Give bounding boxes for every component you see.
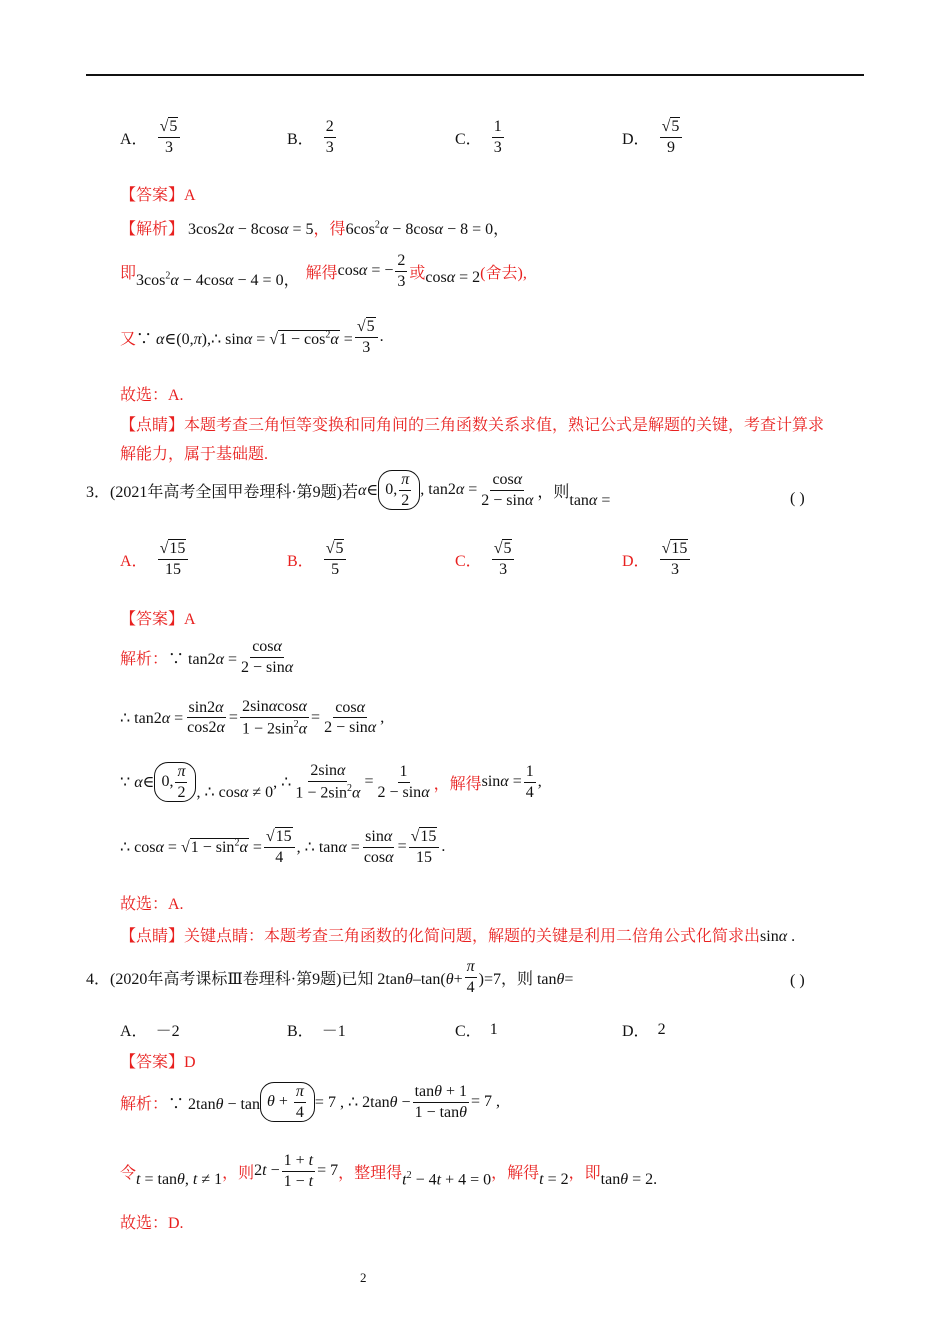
q3-l2-comma: ,	[380, 708, 385, 726]
q3-stem-then: ，则	[537, 483, 570, 501]
option-label: D．	[622, 130, 650, 148]
q3-l4-frac1: $\frac{√15}{4}$	[264, 828, 295, 866]
q2-answer	[120, 182, 196, 205]
q3-l4-dot: .	[441, 838, 446, 856]
q4-stem-prefix: 4．(2020年高考课标Ⅲ卷理科·第9题)已知 2tanθ–tan(θ+	[86, 970, 463, 988]
comment-tag: 【点睛】	[120, 417, 185, 434]
q4-l2-ze: ，则	[222, 1164, 255, 1182]
option-fraction: $\frac{√15}{15}$	[158, 540, 189, 578]
q3-analysis-line-3	[120, 762, 542, 802]
q4-l2-t: t = tanθ, t ≠ 1	[136, 1171, 223, 1189]
q2-option-c	[455, 118, 506, 156]
q3-l1-text: 解析：∵ tan2α =	[120, 650, 238, 668]
q3-l2-eq: =	[228, 708, 238, 726]
comment-tag: 【点睛】	[120, 928, 185, 945]
answer-tag: 【答案】	[120, 1054, 185, 1071]
q2-l2-eq: $3\cos^2\alpha - 4\cos\alpha - 4 = 0$，	[136, 270, 300, 289]
option-fraction: $\frac{1}{3}$	[493, 118, 502, 156]
q3-stem-interval: 0, $\frac{\pi}{2}$	[378, 470, 420, 510]
option-label: B．	[287, 1023, 314, 1040]
q2-choose: 故选：A.	[120, 387, 184, 404]
answer-tag: 【答案】	[120, 611, 185, 628]
option-label: B．	[287, 552, 314, 570]
option-fraction: $\frac{√5}{3}$	[158, 118, 181, 156]
comment-sin: sinα .	[760, 928, 796, 945]
option-content: 1	[489, 1020, 498, 1038]
q3-l3-sin: sinα =	[481, 773, 522, 791]
q4-stem	[86, 958, 573, 996]
q4-analysis-line-1	[120, 1082, 500, 1122]
q3-l3-frac2: $\frac{1}{2 - \sin\alpha}$	[377, 763, 430, 801]
q3-l2-frac1: $\frac{\sin 2\alpha}{\cos 2\alpha}$	[187, 698, 225, 737]
answer-value: A	[184, 611, 196, 628]
q3-l2-eq2: =	[311, 708, 321, 726]
answer-tag: 【答案】	[120, 187, 185, 204]
q4-l1-text: 解析：∵ 2tanθ − tan	[120, 1095, 261, 1113]
q4-l2-eq: = 7	[317, 1162, 339, 1180]
q2-comment-2: 解能力，属于基础题.	[120, 446, 269, 463]
q3-option-d	[622, 540, 692, 578]
q2-l2-cos: cosα = −	[337, 262, 394, 280]
q2-l3-frac: $\frac{√5}{3}$	[355, 318, 378, 356]
q2-l2-solve: 解得	[305, 264, 338, 282]
q3-l4-frac2: $\frac{\sin\alpha}{\cos\alpha}$	[363, 828, 394, 866]
q4-l2-tan: tanθ = 2.	[600, 1171, 658, 1189]
q4-l1-paren: θ + $\frac{\pi}{4}$	[260, 1082, 315, 1122]
q3-option-c	[455, 540, 516, 578]
q3-stem-tan: , tan2α =	[420, 481, 478, 499]
option-label: D．	[622, 1023, 650, 1040]
option-content: －1	[321, 1023, 346, 1040]
option-label: C．	[455, 1023, 482, 1040]
q4-l1-frac: $\frac{\tan\theta + 1}{1 - \tan\theta}$	[414, 1083, 467, 1121]
option-content: 2	[657, 1020, 666, 1038]
q4-option-a	[120, 1018, 180, 1041]
q4-l2-frac: $\frac{1 + t}{1 - t}$	[283, 1152, 314, 1190]
q2-analysis-line-3	[120, 318, 384, 356]
q2-comment	[120, 412, 824, 435]
option-label: A．	[120, 1023, 148, 1040]
q3-l3-eq: =	[364, 773, 374, 791]
answer-value: A	[184, 187, 196, 204]
q2-l3-text: 又∵ α∈(0,π),∴ $\sin\alpha = √1 - \cos^2\alpha$ =	[120, 329, 353, 348]
q2-l2-frac: $\frac{2}{3}$	[397, 252, 406, 290]
q4-bracket: ( )	[790, 972, 805, 989]
q3-l3-because: ∵ α∈	[120, 774, 155, 792]
option-label: B．	[287, 130, 314, 148]
option-fraction: $\frac{√15}{3}$	[660, 540, 691, 578]
q3-analysis-line-1	[120, 638, 297, 676]
q3-l3-interval: 0, $\frac{\pi}{2}$	[154, 762, 196, 802]
option-fraction: $\frac{2}{3}$	[325, 118, 334, 156]
option-fraction: $\frac{√5}{9}$	[660, 118, 683, 156]
q2-l2-discard: (舍去),	[480, 264, 527, 282]
option-label: C．	[455, 552, 482, 570]
header-rule	[86, 74, 864, 76]
q3-stem	[86, 470, 610, 510]
q4-l2-t2: t = 2	[539, 1171, 569, 1189]
option-label: D．	[622, 552, 650, 570]
option-label: A．	[120, 552, 148, 570]
q3-stem-tanalpha: tanα =	[569, 492, 611, 510]
q2-option-d	[622, 118, 684, 156]
option-label: A．	[120, 130, 148, 148]
q4-l2-zheng: ，整理得	[338, 1164, 403, 1182]
q4-answer	[120, 1049, 196, 1072]
q3-option-b	[287, 540, 348, 578]
q3-l3-comma: ,	[537, 773, 542, 791]
q3-l2-frac2: $\frac{2\sin\alpha\cos\alpha}{1 - 2\sin^2\alpha}$	[241, 698, 308, 737]
comment-text: 关键点睛：本题考查三角函数的化简问题，解题的关键是利用二倍角公式化简求出	[184, 928, 761, 945]
q3-l1-frac: $\frac{\cos\alpha}{2 - \sin\alpha}$	[241, 638, 294, 676]
q2-analysis-line-1	[120, 216, 509, 239]
option-fraction: $\frac{√5}{5}$	[324, 540, 347, 578]
q4-l1-eq: = 7 , ∴ 2tanθ −	[314, 1094, 411, 1112]
q2-analysis-l1-text: 3cos2α − 8cosα = 5，得$6\cos^2\alpha - 8\cos\alpha - 8 = 0$，	[188, 219, 510, 238]
q3-l4-frac3: $\frac{√15}{15}$	[409, 828, 440, 866]
q3-option-a	[120, 540, 190, 578]
q2-l3-dot: .	[379, 328, 384, 346]
q4-stem-suffix: )=7，则 tanθ=	[478, 970, 574, 988]
q4-l2-2t: 2t −	[254, 1162, 280, 1180]
q4-l2-ling: 令	[120, 1164, 137, 1182]
q2-l2-or: 或	[409, 264, 426, 282]
page-number: 2	[360, 1270, 367, 1285]
q3-analysis-line-2	[120, 698, 384, 738]
option-fraction: $\frac{√5}{3}$	[492, 540, 515, 578]
q2-l2-cos2: cosα = 2	[425, 269, 481, 287]
q4-stem-frac: $\frac{\pi}{4}$	[466, 958, 475, 996]
q2-option-b	[287, 118, 338, 156]
q4-l2-jie: ，解得	[491, 1164, 540, 1182]
q2-l2-ji: 即	[120, 264, 137, 282]
q3-l3-frac1: $\frac{2\sin\alpha}{1 - 2\sin^2\alpha}$	[295, 762, 361, 802]
answer-value: D	[184, 1054, 196, 1071]
q3-stem-alpha: α∈	[358, 482, 379, 500]
option-content: －2	[155, 1023, 180, 1040]
option-label: C．	[455, 130, 482, 148]
q3-answer	[120, 606, 196, 629]
q3-l4-tan: , ∴ tanα =	[296, 839, 360, 857]
q4-choose: 故选：D.	[120, 1215, 184, 1232]
q3-l2-frac3: $\frac{\cos\alpha}{2 - \sin\alpha}$	[324, 698, 377, 737]
q4-l2-ji: ，即	[568, 1164, 601, 1182]
q4-l2-quad: $t^2 - 4t + 4 = 0$	[402, 1170, 492, 1189]
q4-option-b	[287, 1018, 346, 1041]
q3-l4-eq: =	[397, 838, 407, 856]
q3-choose: 故选：A.	[120, 896, 184, 913]
q3-l3-solve: ，解得	[433, 775, 482, 793]
q3-comment	[120, 923, 795, 946]
q3-stem-frac: $\frac{\cos\alpha}{2 - \sin\alpha}$	[481, 471, 534, 509]
q3-l3-cosne: , ∴ cosα ≠ 0	[196, 784, 274, 802]
q4-analysis-line-2	[120, 1152, 657, 1190]
q4-l1-eq2: = 7 ,	[471, 1093, 501, 1111]
q3-bracket: ( )	[790, 490, 805, 507]
q3-analysis-line-4	[120, 828, 445, 866]
q4-option-d	[622, 1018, 666, 1041]
q3-l2-prefix: ∴ tan2α =	[120, 709, 184, 727]
q3-l3-therefore: , ∴	[273, 774, 292, 792]
q3-stem-prefix: 3．(2021年高考全国甲卷理科·第9题)若	[86, 483, 358, 501]
q2-option-a	[120, 118, 182, 156]
q4-option-c	[455, 1018, 498, 1041]
comment-text: 本题考查三角恒等变换和同角间的三角函数关系求值，熟记公式是解题的关键，考查计算求	[184, 417, 825, 434]
analysis-tag: 【解析】	[120, 221, 185, 238]
q2-analysis-line-2	[120, 252, 527, 290]
q3-l3-frac3: $\frac{1}{4}$	[525, 763, 534, 801]
q3-l4-cos: ∴ $\cos\alpha = √1 - \sin^2\alpha$ =	[120, 837, 262, 857]
